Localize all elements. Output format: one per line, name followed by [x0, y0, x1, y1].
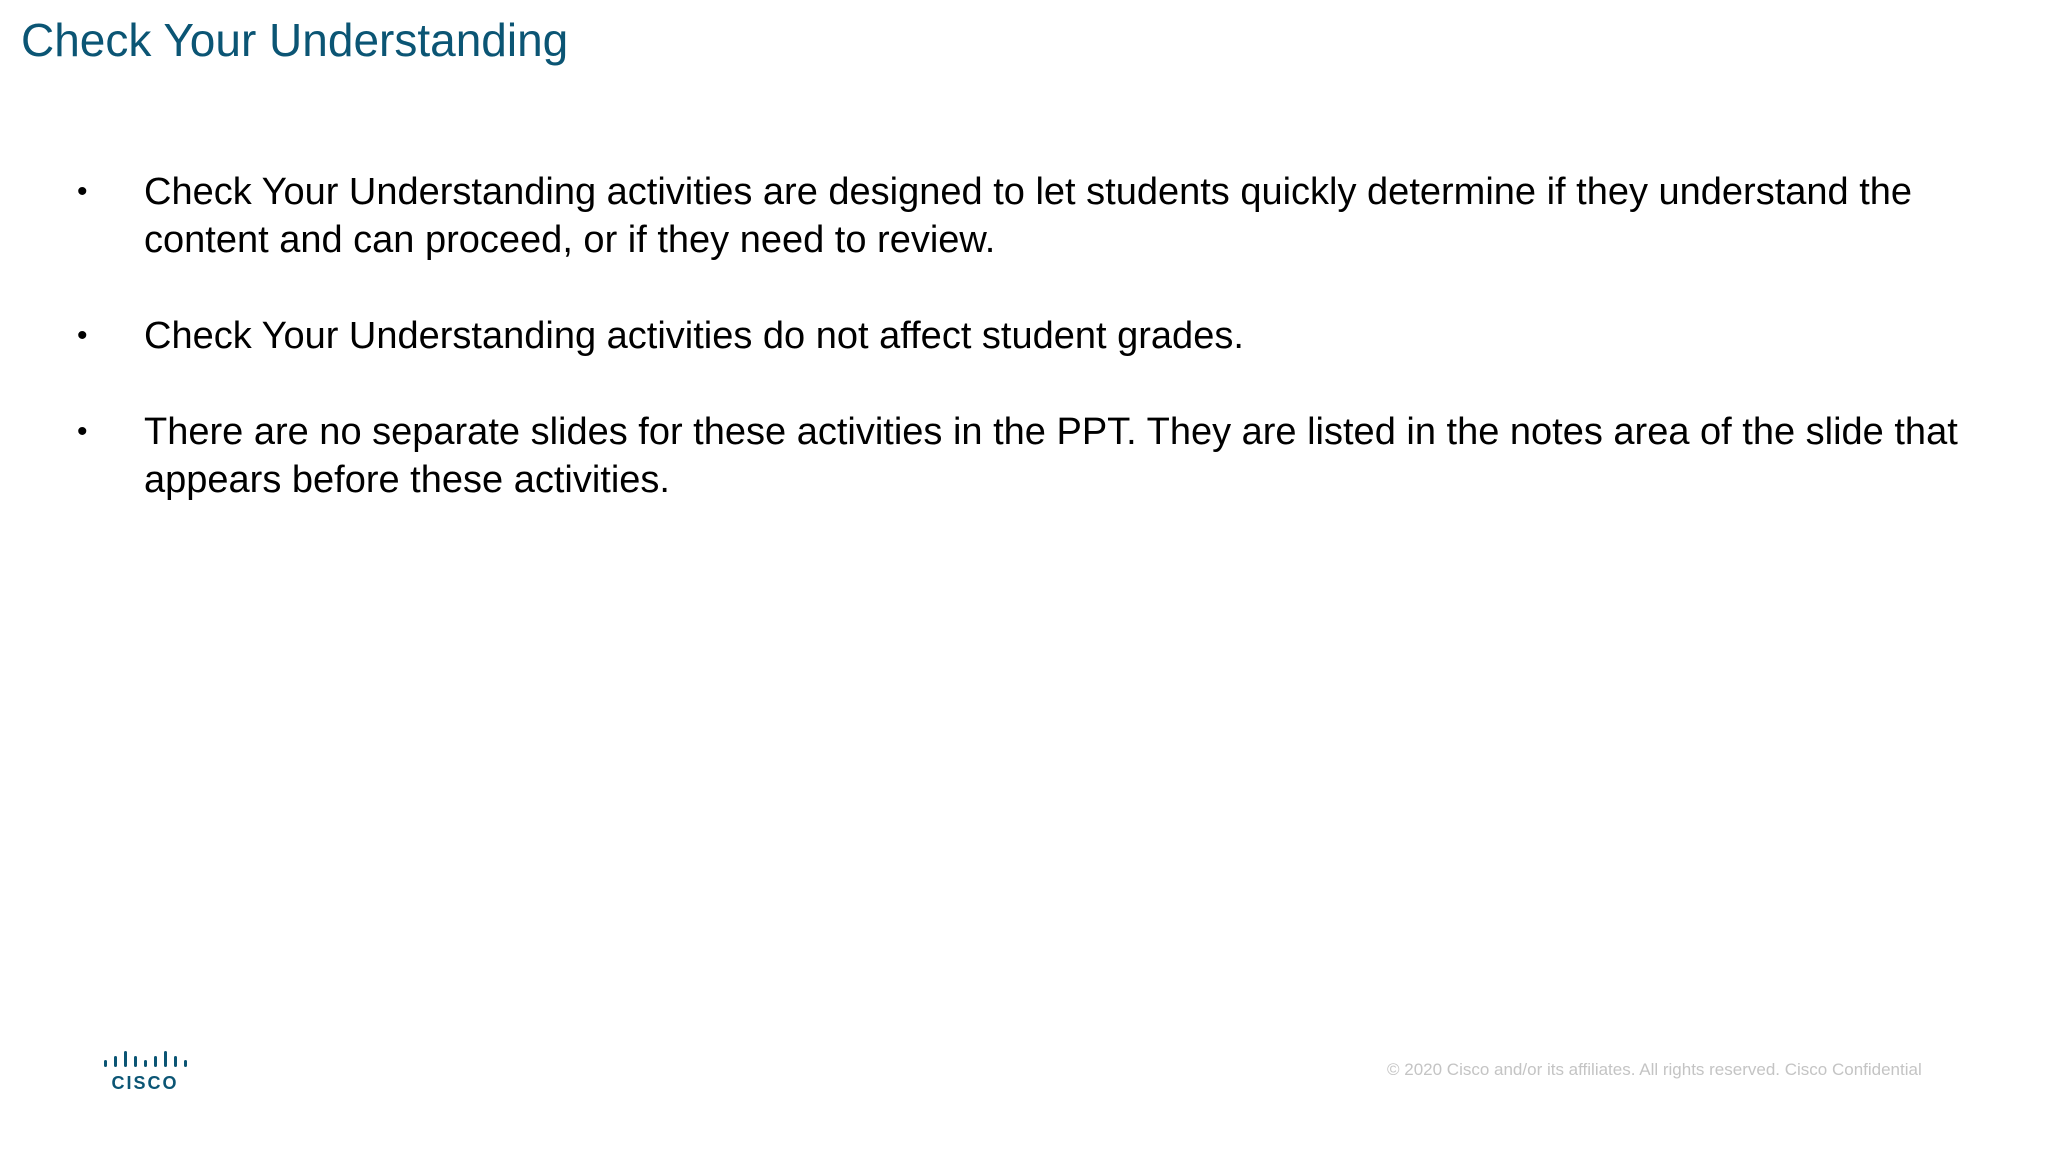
bullet-marker: •: [77, 319, 88, 352]
bullet-item-3: [74, 408, 1974, 504]
cisco-logo: [102, 1050, 188, 1094]
footer-copyright: © 2020 Cisco and/or its affiliates. All rights reserved. Cisco Confidential: [1387, 1060, 1922, 1079]
bullet-list: [74, 168, 1974, 552]
bullet-text: Check Your Understanding activities do not affect student grades.: [144, 315, 1244, 357]
bullet-marker: •: [77, 175, 88, 208]
bullet-marker: •: [77, 415, 88, 448]
cisco-logo-icon: [102, 1050, 188, 1094]
cisco-logo-text: CISCO: [111, 1073, 179, 1093]
bullet-text: Check Your Understanding activities are designed to let students quickly determine if they understand the content and can proceed, or if they need to review.: [144, 171, 1913, 261]
bullet-item-1: [74, 168, 1974, 264]
bullet-item-2: [74, 312, 1974, 360]
slide-title: Check Your Understanding: [21, 14, 569, 66]
bullet-text: There are no separate slides for these activities in the PPT. They are listed in the notes area of the slide that appears before these activities.: [144, 411, 1958, 501]
